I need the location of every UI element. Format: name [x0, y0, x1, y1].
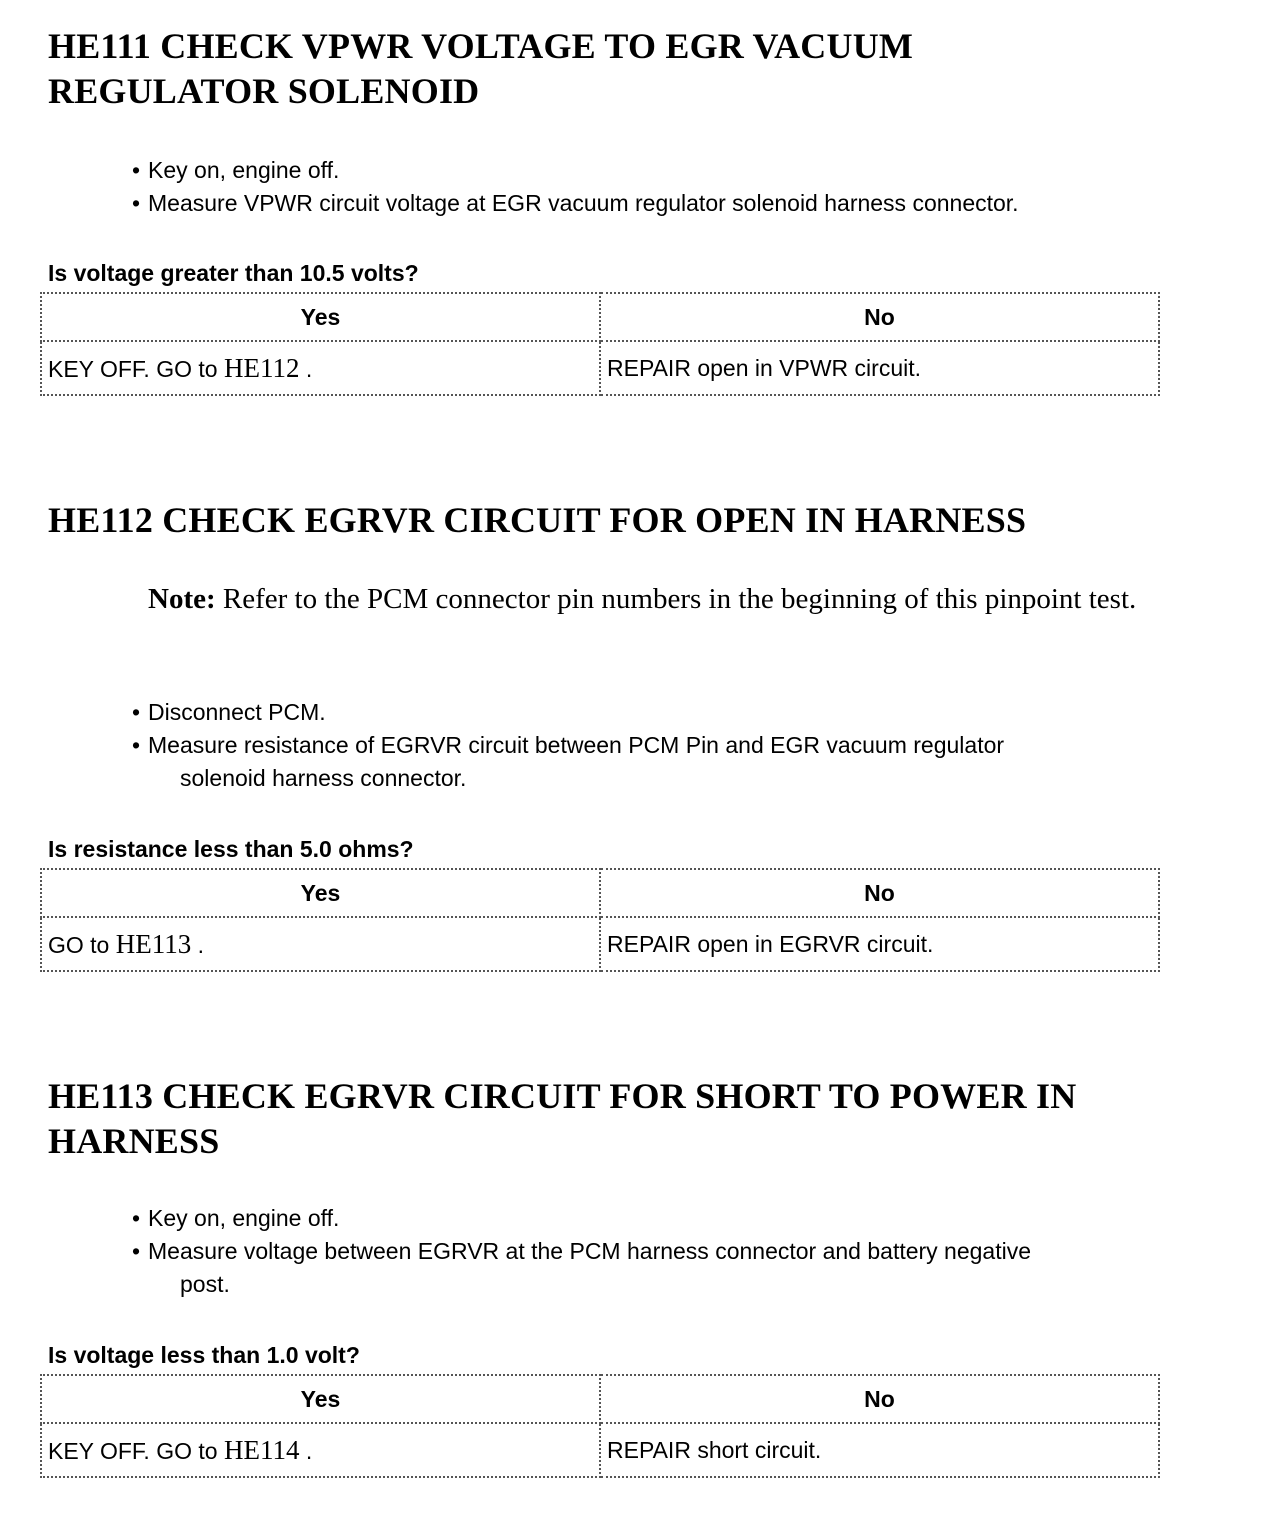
step-list	[132, 1202, 1232, 1301]
list-item: • Measure resistance of EGRVR circuit between PCM Pin and EGR vacuum regulator solenoid harness connector.	[132, 729, 1232, 795]
yes-no-table	[40, 868, 1160, 972]
bullet-icon: •	[132, 1205, 141, 1231]
yes-cell: KEY OFF. GO to HE114 .	[41, 1423, 600, 1477]
yes-cell: GO to HE113 .	[41, 917, 600, 971]
yes-header: Yes	[41, 293, 600, 341]
section-he112	[48, 498, 1248, 959]
no-header: No	[600, 869, 1159, 917]
step-link[interactable]: HE114	[223, 1434, 300, 1465]
yes-no-table	[40, 292, 1160, 396]
question: Is resistance less than 5.0 ohms?	[48, 836, 414, 862]
yes-header: Yes	[41, 869, 600, 917]
no-cell: REPAIR open in EGRVR circuit.	[600, 917, 1159, 971]
section-he111	[48, 24, 1248, 383]
note-label: Note:	[148, 583, 216, 615]
step-list	[132, 696, 1232, 795]
note-text: Refer to the PCM connector pin numbers in the beginning of this pinpoint test.	[215, 583, 1137, 615]
step-link[interactable]: HE112	[223, 352, 300, 383]
section-title: HE111 CHECK VPWR VOLTAGE TO EGR VACUUM REGULATOR SOLENOID	[48, 26, 914, 111]
bullet-icon: •	[132, 190, 141, 216]
question: Is voltage greater than 10.5 volts?	[48, 260, 419, 286]
step-link[interactable]: HE113	[115, 928, 192, 959]
section-title: HE113 CHECK EGRVR CIRCUIT FOR SHORT TO POWER IN HARNESS	[48, 1076, 1077, 1161]
bullet-icon: •	[132, 1238, 141, 1264]
note	[148, 580, 1228, 618]
list-item: • Measure VPWR circuit voltage at EGR vacuum regulator solenoid harness connector.	[132, 187, 1232, 220]
bullet-icon: •	[132, 157, 141, 183]
no-cell: REPAIR short circuit.	[600, 1423, 1159, 1477]
yes-header: Yes	[41, 1375, 600, 1423]
yes-cell: KEY OFF. GO to HE112 .	[41, 341, 600, 395]
bullet-icon: •	[132, 732, 141, 758]
list-item: • Disconnect PCM.	[132, 696, 1232, 729]
list-item: • Measure voltage between EGRVR at the PCM harness connector and battery negative post.	[132, 1235, 1232, 1301]
no-header: No	[600, 293, 1159, 341]
no-cell: REPAIR open in VPWR circuit.	[600, 341, 1159, 395]
yes-no-table	[40, 1374, 1160, 1478]
section-he113	[48, 1074, 1248, 1465]
list-item: • Key on, engine off.	[132, 1202, 1232, 1235]
no-header: No	[600, 1375, 1159, 1423]
step-list	[132, 154, 1232, 220]
question: Is voltage less than 1.0 volt?	[48, 1342, 360, 1368]
list-item: • Key on, engine off.	[132, 154, 1232, 187]
bullet-icon: •	[132, 699, 141, 725]
section-title: HE112 CHECK EGRVR CIRCUIT FOR OPEN IN HARNESS	[48, 500, 1027, 540]
